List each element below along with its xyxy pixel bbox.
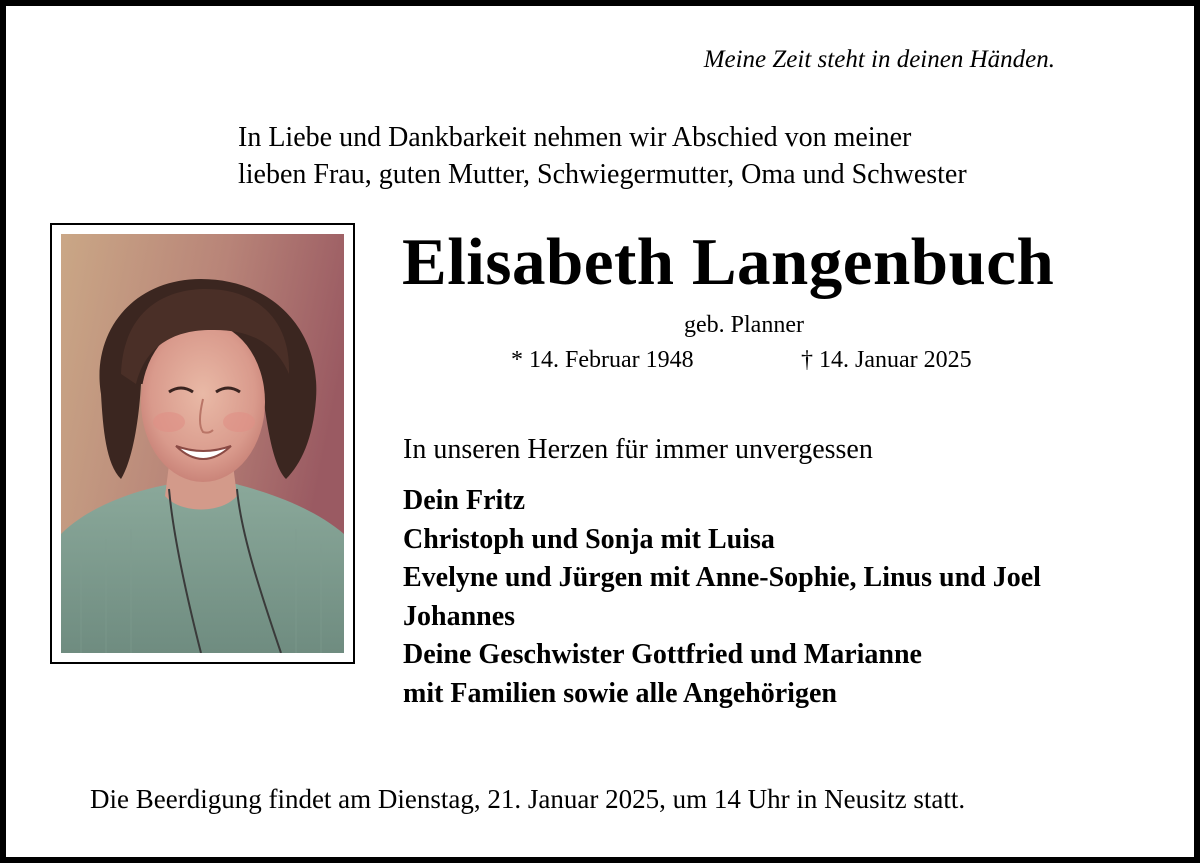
mourners-list xyxy=(403,482,1041,713)
motto-verse: Meine Zeit steht in deinen Händen. xyxy=(703,46,1055,73)
mourner-line: Johannes xyxy=(403,600,516,632)
remembrance-line: In unseren Herzen für immer unvergessen xyxy=(403,434,873,465)
portrait-frame xyxy=(50,223,355,664)
intro-line-1: In Liebe und Dankbarkeit nehmen wir Abschied von meiner xyxy=(238,122,912,153)
mourner-line: Evelyne und Jürgen mit Anne-Sophie, Linus und Joel xyxy=(403,562,1041,593)
deceased-name: Elisabeth Langenbuch xyxy=(402,225,1055,299)
intro-text xyxy=(238,119,967,193)
portrait-illustration xyxy=(61,234,344,653)
funeral-notice: Die Beerdigung findet am Dienstag, 21. Januar 2025, um 14 Uhr in Neusitz statt. xyxy=(90,784,966,814)
birth-name: geb. Planner xyxy=(684,312,804,338)
mourner-line: Dein Fritz xyxy=(403,485,526,516)
intro-line-2: lieben Frau, guten Mutter, Schwiegermutter, Oma und Schwester xyxy=(238,159,967,190)
mourner-line: Deine Geschwister Gottfried und Marianne xyxy=(403,639,922,670)
birth-date: * 14. Februar 1948 xyxy=(511,347,694,373)
mourner-line: Christoph und Sonja mit Luisa xyxy=(403,523,775,555)
portrait-photo xyxy=(61,234,344,653)
mourner-line: mit Familien sowie alle Angehörigen xyxy=(403,677,837,709)
death-date: † 14. Januar 2025 xyxy=(801,347,972,373)
